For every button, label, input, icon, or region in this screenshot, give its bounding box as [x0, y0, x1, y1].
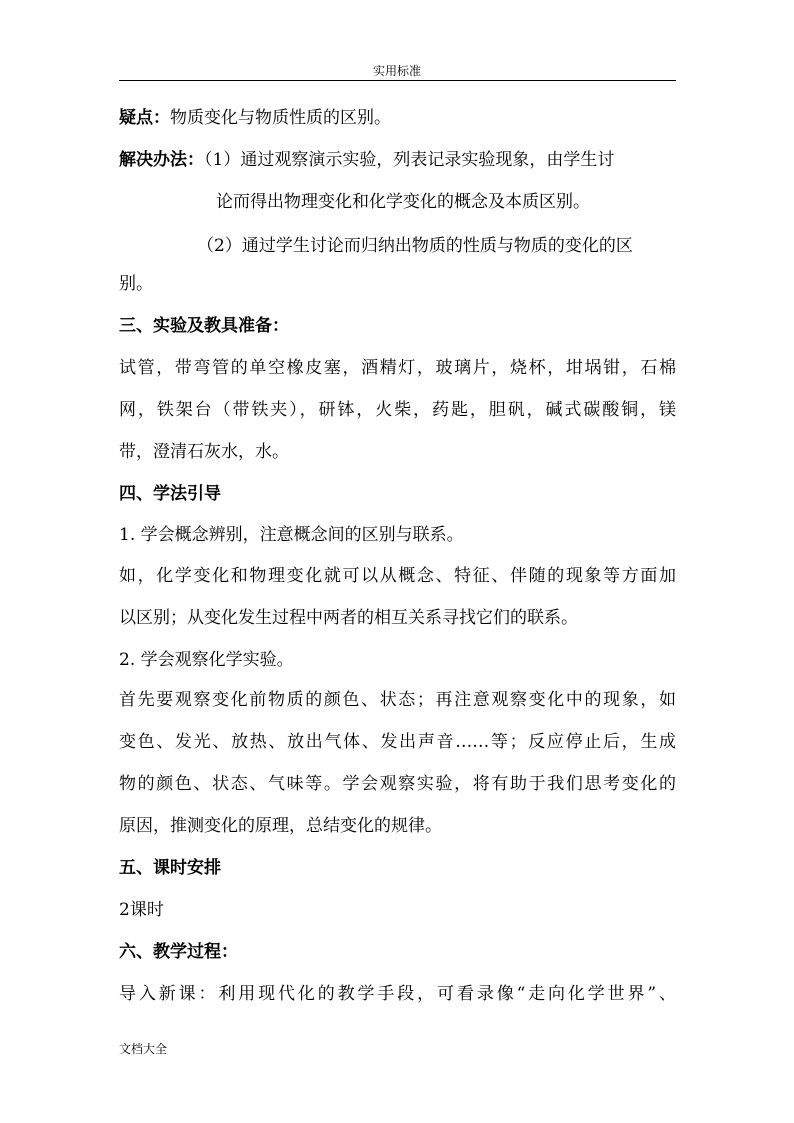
- section4-heading: 四、学法引导: [119, 484, 221, 504]
- section3-heading: 三、实验及教具准备：: [119, 316, 289, 336]
- section6-intro: 导入新课：利用现代化的教学手段，可看录像“走向化学世界”、: [119, 984, 676, 1004]
- section6-heading: 六、教学过程：: [119, 942, 238, 962]
- solution-item2-line2: 别。: [119, 274, 153, 294]
- solution-line-1: [119, 150, 614, 170]
- page-footer: 文档大全: [119, 1042, 168, 1056]
- doubt-line: [119, 108, 391, 128]
- section3-line: 带，澄清石灰水，水。: [119, 442, 289, 462]
- doubt-label: 疑点：: [119, 108, 170, 128]
- section4-point1-text: 以区别；从变化发生过程中两者的相互关系寻找它们的联系。: [119, 608, 578, 628]
- section4-point2-text: 原因，推测变化的原理，总结变化的规律。: [119, 816, 442, 836]
- header-divider: [119, 80, 676, 81]
- solution-item2-line1: （2）通过学生讨论而归纳出物质的性质与物质的变化的区: [197, 236, 633, 256]
- section4-point2: 2. 学会观察化学实验。: [119, 650, 294, 670]
- solution-item1-line1: （1）通过观察演示实验，列表记录实验现象，由学生讨: [204, 150, 615, 170]
- section4-point2-text: 物的颜色、状态、气味等。学会观察实验，将有助于我们思考变化的: [119, 774, 676, 794]
- solution-item1-line2: 论而得出物理变化和化学变化的概念及本质区别。: [216, 192, 590, 212]
- section3-line: 网，铁架台（带铁夹），研钵，火柴，药匙，胆矾，碱式碳酸铜，镁: [119, 400, 676, 420]
- section4-point1: 1. 学会概念辨别，注意概念间的区别与联系。: [119, 525, 464, 545]
- solution-label: 解决办法：: [119, 150, 204, 170]
- section5-text: 2课时: [119, 900, 164, 920]
- section4-point1-text: 如，化学变化和物理变化就可以从概念、特征、伴随的现象等方面加: [119, 566, 676, 586]
- doubt-text: 物质变化与物质性质的区别。: [170, 108, 391, 128]
- page-header: 实用标准: [372, 64, 421, 78]
- section4-point2-text: 首先要观察变化前物质的颜色、状态；再注意观察变化中的现象，如: [119, 690, 676, 710]
- section4-point2-text: 变色、发光、放热、放出气体、发出声音……等；反应停止后，生成: [119, 732, 676, 752]
- section5-heading: 五、课时安排: [119, 858, 221, 878]
- section3-line: 试管，带弯管的单空橡皮塞，酒精灯，玻璃片，烧杯，坩埚钳，石棉: [119, 358, 676, 378]
